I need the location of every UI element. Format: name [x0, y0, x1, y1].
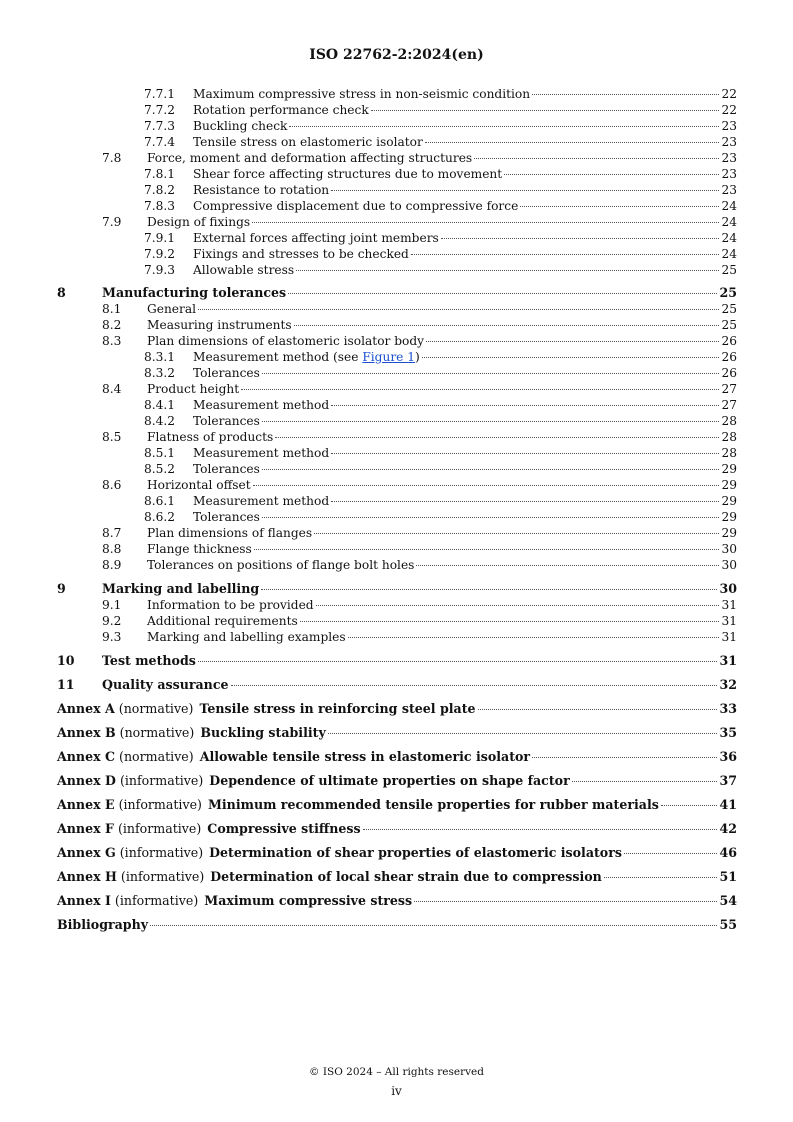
copyright-footer: © ISO 2024 – All rights reserved [309, 1066, 484, 1078]
toc-page: 29 [721, 494, 737, 508]
toc-leader [624, 853, 718, 854]
toc-leader [478, 709, 718, 710]
annex-title: Compressive stiffness [207, 821, 361, 836]
toc-entry-8-6-2[interactable] [57, 509, 737, 525]
page-number: iv [391, 1084, 402, 1098]
toc-page: 30 [719, 581, 737, 596]
toc-title: Tolerances [193, 366, 260, 380]
toc-annex-h[interactable] [57, 869, 737, 885]
toc-number: 7.7.3 [144, 119, 176, 133]
toc-leader [331, 501, 719, 502]
toc-title: Tolerances [193, 510, 260, 524]
toc-page: 24 [721, 247, 737, 261]
toc-leader [198, 661, 718, 662]
toc-leader [289, 126, 719, 127]
toc-number: 7.8.2 [144, 183, 176, 197]
annex-title: Determination of local shear strain due to compression [210, 869, 602, 884]
toc-entry-8-3-1[interactable] [57, 349, 737, 365]
toc-annex-heading [57, 701, 476, 717]
toc-title: Plan dimensions of flanges [147, 526, 313, 540]
toc-entry-8-4-1[interactable] [57, 397, 737, 413]
toc-page: 25 [721, 263, 737, 277]
toc-leader [331, 453, 719, 454]
toc-title: Measurement method [193, 398, 330, 412]
toc-entry-8-4-2[interactable] [57, 413, 737, 429]
toc-leader [294, 325, 719, 326]
toc-page: 31 [719, 653, 737, 668]
toc-page: 23 [721, 151, 737, 165]
toc-page: 35 [719, 725, 737, 740]
toc-leader [371, 110, 719, 111]
toc-page: 29 [721, 526, 737, 540]
annex-label: Annex G [57, 845, 116, 860]
toc-leader [262, 469, 719, 470]
toc-title: Tensile stress on elastomeric isolator [193, 135, 423, 149]
toc-leader [426, 341, 719, 342]
toc-number: 7.7.4 [144, 135, 176, 149]
toc-page: 31 [721, 630, 737, 644]
toc-title: Information to be provided [147, 598, 314, 612]
toc-leader [296, 270, 719, 271]
toc-annex-heading [57, 893, 412, 909]
toc-group-8a [57, 301, 737, 349]
toc-section-8[interactable] [57, 285, 737, 301]
toc-number: 8.5 [102, 430, 122, 444]
toc-annex-heading [57, 773, 570, 789]
toc-leader [604, 877, 718, 878]
toc-annex-heading [57, 845, 622, 861]
toc-page: 26 [721, 334, 737, 348]
toc-leader [348, 637, 719, 638]
toc-page: 22 [721, 103, 737, 117]
toc-leader [262, 517, 719, 518]
toc-annex-d[interactable] [57, 773, 737, 789]
toc-number: 7.8.1 [144, 167, 176, 181]
toc-entry-7-8-1[interactable] [57, 166, 737, 182]
table-of-contents [57, 86, 737, 933]
toc-leader [275, 437, 719, 438]
toc-entry-8-8[interactable] [57, 541, 737, 557]
toc-annex-e[interactable] [57, 797, 737, 813]
toc-section-11[interactable] [57, 677, 737, 693]
toc-title: Resistance to rotation [193, 183, 330, 197]
toc-title: Shear force affecting structures due to movement [193, 167, 503, 181]
toc-number: 8.4.2 [144, 414, 176, 428]
toc-number: 7.8.3 [144, 199, 176, 213]
toc-number: 7.9.1 [144, 231, 176, 245]
toc-entry-7-9-2[interactable] [57, 246, 737, 262]
toc-title: External forces affecting joint members [193, 231, 439, 245]
toc-leader [331, 190, 719, 191]
toc-page: 23 [721, 119, 737, 133]
toc-page: 27 [721, 398, 737, 412]
toc-number: 8.1 [102, 302, 122, 316]
toc-leader [150, 925, 717, 926]
toc-page: 28 [721, 414, 737, 428]
toc-section-10[interactable] [57, 653, 737, 669]
annex-label: Annex F [57, 821, 114, 836]
toc-page: 32 [719, 677, 737, 692]
toc-title: Test methods [102, 653, 196, 668]
annex-label: Annex B [57, 725, 116, 740]
toc-number: 7.9.2 [144, 247, 176, 261]
toc-entry-9-2[interactable] [57, 613, 737, 629]
toc-entry-8-1[interactable] [57, 301, 737, 317]
toc-page: 24 [721, 215, 737, 229]
toc-leader [411, 254, 719, 255]
toc-number: 8 [57, 285, 66, 300]
toc-section-9[interactable] [57, 581, 737, 597]
toc-number: 8.5.1 [144, 446, 176, 460]
toc-annex-a[interactable] [57, 701, 737, 717]
toc-entry-8-3[interactable] [57, 333, 737, 349]
annex-title: Buckling stability [200, 725, 326, 740]
annex-title: Maximum compressive stress [204, 893, 413, 908]
toc-leader [422, 357, 719, 358]
toc-title: Measurement method [193, 446, 330, 460]
annex-type: (informative) [114, 893, 199, 908]
toc-title: Flange thickness [147, 542, 252, 556]
toc-leader [262, 373, 719, 374]
toc-page: 23 [721, 135, 737, 149]
toc-page: 46 [719, 845, 737, 860]
toc-entry-7-7-4[interactable] [57, 134, 737, 150]
toc-leader [661, 805, 718, 806]
toc-annex-i[interactable] [57, 893, 737, 909]
toc-entry-7-9[interactable] [57, 214, 737, 230]
toc-entry-8-7[interactable] [57, 525, 737, 541]
toc-page: 51 [719, 869, 737, 884]
toc-page: 26 [721, 366, 737, 380]
toc-leader [198, 309, 719, 310]
toc-number: 11 [57, 677, 75, 692]
toc-bibliography[interactable] [57, 917, 737, 933]
toc-page: 55 [719, 917, 737, 932]
toc-number: 7.7.1 [144, 87, 176, 101]
toc-group-8b [57, 365, 737, 573]
toc-leader [231, 685, 718, 686]
toc-group-7 [57, 86, 737, 278]
toc-number: 9.1 [102, 598, 122, 612]
toc-annex-heading [57, 797, 659, 813]
toc-title: Marking and labelling [102, 581, 260, 596]
toc-title: Measuring instruments [147, 318, 292, 332]
toc-number: 9 [57, 581, 66, 596]
figure-1-link[interactable]: Figure 1 [362, 350, 415, 364]
toc-annex-heading [57, 869, 602, 885]
annex-type: (normative) [118, 701, 194, 716]
toc-leader [300, 621, 719, 622]
toc-number: 10 [57, 653, 75, 668]
toc-page: 29 [721, 510, 737, 524]
toc-annexes [57, 701, 737, 909]
toc-page: 42 [719, 821, 737, 836]
toc-page: 26 [721, 350, 737, 364]
toc-leader [252, 222, 719, 223]
toc-title: Flatness of products [147, 430, 274, 444]
toc-number: 7.8 [102, 151, 122, 165]
toc-title: Manufacturing tolerances [102, 285, 287, 300]
toc-title: Measurement method [193, 494, 330, 508]
document-header: ISO 22762-2:2024(en) [309, 47, 484, 63]
toc-number: 7.7.2 [144, 103, 176, 117]
toc-entry-7-9-3[interactable] [57, 262, 737, 278]
toc-leader [532, 757, 717, 758]
toc-page: 31 [721, 614, 737, 628]
toc-number: 8.6.1 [144, 494, 176, 508]
toc-leader [314, 533, 719, 534]
toc-number: 8.7 [102, 526, 122, 540]
toc-annex-heading [57, 749, 530, 765]
toc-page: 29 [721, 478, 737, 492]
toc-title: Horizontal offset [147, 478, 251, 492]
toc-number: 8.4.1 [144, 398, 176, 412]
annex-type: (informative) [119, 845, 204, 860]
toc-title: Buckling check [193, 119, 288, 133]
toc-number: 8.4 [102, 382, 122, 396]
annex-type: (informative) [117, 821, 202, 836]
toc-page: 37 [719, 773, 737, 788]
toc-page: 27 [721, 382, 737, 396]
toc-number: 9.2 [102, 614, 122, 628]
annex-label: Annex H [57, 869, 117, 884]
toc-group-9 [57, 597, 737, 645]
toc-leader [520, 206, 719, 207]
toc-entry-8-6-1[interactable] [57, 493, 737, 509]
toc-page: 25 [719, 285, 737, 300]
toc-title: General [147, 302, 196, 316]
toc-title: Fixings and stresses to be checked [193, 247, 409, 261]
toc-entry-8-5-1[interactable] [57, 445, 737, 461]
toc-annex-g[interactable] [57, 845, 737, 861]
toc-title: Marking and labelling examples [147, 630, 346, 644]
toc-number: 8.2 [102, 318, 122, 332]
toc-title: Tolerances [193, 462, 260, 476]
toc-page: 30 [721, 542, 737, 556]
toc-number: 8.6.2 [144, 510, 176, 524]
toc-leader [241, 389, 719, 390]
toc-annex-heading [57, 725, 326, 741]
toc-page: 23 [721, 183, 737, 197]
toc-title-suffix: ) [415, 350, 420, 364]
toc-entry-8-3-2[interactable] [57, 365, 737, 381]
toc-title-prefix: Measurement method (see [193, 350, 363, 364]
toc-leader [262, 421, 719, 422]
annex-title: Dependence of ultimate properties on shape factor [209, 773, 570, 788]
toc-leader [253, 485, 719, 486]
toc-entry-8-5-2[interactable] [57, 461, 737, 477]
toc-title: Bibliography [57, 917, 149, 932]
toc-leader [416, 565, 719, 566]
toc-title: Compressive displacement due to compressive force [193, 199, 519, 213]
toc-title: Design of fixings [147, 215, 251, 229]
toc-page: 25 [721, 302, 737, 316]
toc-title: Quality assurance [102, 677, 229, 692]
toc-number: 7.9 [102, 215, 122, 229]
annex-label: Annex E [57, 797, 115, 812]
toc-entry-7-7-3[interactable] [57, 118, 737, 134]
toc-leader [331, 405, 719, 406]
toc-title [193, 349, 420, 365]
toc-leader [504, 174, 719, 175]
toc-entry-7-9-1[interactable] [57, 230, 737, 246]
annex-label: Annex I [57, 893, 111, 908]
toc-number: 9.3 [102, 630, 122, 644]
toc-entry-8-4[interactable] [57, 381, 737, 397]
toc-entry-7-8-2[interactable] [57, 182, 737, 198]
toc-leader [316, 605, 719, 606]
toc-title: Plan dimensions of elastomeric isolator body [147, 334, 425, 348]
toc-page: 29 [721, 462, 737, 476]
toc-leader [254, 549, 719, 550]
annex-title: Tensile stress in reinforcing steel plate [199, 701, 476, 716]
annex-title: Minimum recommended tensile properties for rubber materials [207, 797, 659, 812]
toc-page: 23 [721, 167, 737, 181]
toc-page: 28 [721, 430, 737, 444]
toc-page: 31 [721, 598, 737, 612]
toc-leader [363, 829, 718, 830]
toc-leader [532, 94, 719, 95]
toc-page: 24 [721, 199, 737, 213]
toc-number: 8.5.2 [144, 462, 176, 476]
annex-type: (normative) [119, 725, 195, 740]
toc-number: 8.3.2 [144, 366, 176, 380]
toc-entry-9-1[interactable] [57, 597, 737, 613]
toc-title: Product height [147, 382, 240, 396]
toc-leader [425, 142, 719, 143]
toc-entry-7-8-3[interactable] [57, 198, 737, 214]
toc-entry-8-2[interactable] [57, 317, 737, 333]
annex-type: (informative) [118, 797, 202, 812]
annex-label: Annex D [57, 773, 116, 788]
toc-entry-9-3[interactable] [57, 629, 737, 645]
toc-title: Tolerances on positions of flange bolt holes [147, 558, 415, 572]
toc-number: 8.3.1 [144, 350, 176, 364]
annex-type: (normative) [119, 749, 194, 764]
toc-annex-f[interactable] [57, 821, 737, 837]
toc-annex-c[interactable] [57, 749, 737, 765]
toc-entry-8-5[interactable] [57, 429, 737, 445]
toc-leader [414, 901, 717, 902]
toc-title: Maximum compressive stress in non-seismic condition [193, 87, 531, 101]
toc-page: 33 [719, 701, 737, 716]
toc-page: 54 [719, 893, 737, 908]
toc-entry-7-7-2[interactable] [57, 102, 737, 118]
toc-number: 8.3 [102, 334, 122, 348]
toc-entry-8-6[interactable] [57, 477, 737, 493]
toc-title: Force, moment and deformation affecting structures [147, 151, 473, 165]
toc-annex-heading [57, 821, 361, 837]
annex-type: (informative) [120, 869, 205, 884]
toc-number: 8.8 [102, 542, 122, 556]
toc-page: 36 [719, 749, 737, 764]
toc-title: Tolerances [193, 414, 260, 428]
toc-number: 8.6 [102, 478, 122, 492]
toc-number: 8.9 [102, 558, 122, 572]
toc-leader [328, 733, 718, 734]
toc-leader [572, 781, 718, 782]
toc-number: 7.9.3 [144, 263, 176, 277]
toc-title: Rotation performance check [193, 103, 369, 117]
toc-entry-7-8[interactable] [57, 150, 737, 166]
toc-leader [288, 293, 717, 294]
toc-leader [261, 589, 717, 590]
toc-annex-b[interactable] [57, 725, 737, 741]
toc-page: 41 [719, 797, 737, 812]
annex-title: Determination of shear properties of elastomeric isolators [209, 845, 622, 860]
toc-page: 25 [721, 318, 737, 332]
toc-entry-7-7-1[interactable] [57, 86, 737, 102]
toc-page: 28 [721, 446, 737, 460]
toc-page: 22 [721, 87, 737, 101]
toc-entry-8-9[interactable] [57, 557, 737, 573]
toc-title: Additional requirements [147, 614, 298, 628]
toc-leader [474, 158, 719, 159]
toc-leader [441, 238, 719, 239]
annex-label: Annex A [57, 701, 115, 716]
annex-title: Allowable tensile stress in elastomeric isolator [199, 749, 531, 764]
annex-label: Annex C [57, 749, 116, 764]
toc-page: 24 [721, 231, 737, 245]
annex-type: (informative) [119, 773, 204, 788]
toc-page: 30 [721, 558, 737, 572]
toc-title: Allowable stress [193, 263, 295, 277]
